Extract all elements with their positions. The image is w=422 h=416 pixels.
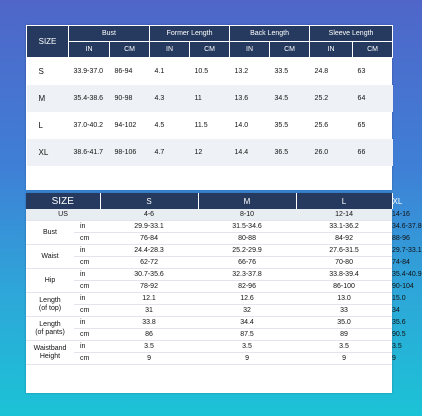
table-cell: 13.0 bbox=[296, 293, 392, 305]
table-cell: 12-14 bbox=[296, 209, 392, 221]
table-cell: 33.8-39.4 bbox=[296, 269, 392, 281]
size-s-header: S bbox=[100, 193, 198, 209]
table-cell: 66-76 bbox=[198, 257, 296, 269]
table-cell: 25.2 bbox=[310, 85, 353, 112]
table-cell: 36.5 bbox=[270, 139, 310, 166]
measurement-label-line: (of pants) bbox=[35, 328, 65, 336]
unit-label: cm bbox=[74, 329, 100, 341]
unit-header-cm: CM bbox=[353, 42, 393, 58]
table-cell: 13.2 bbox=[234, 68, 249, 75]
table-cell: 25.2-29.9 bbox=[198, 245, 296, 257]
table-cell: 65 bbox=[357, 122, 366, 129]
unit-label: cm bbox=[74, 305, 100, 317]
unit-label: cm bbox=[74, 233, 100, 245]
table-row: Length (of pants) in 33.8 34.4 35.0 35.6 bbox=[26, 317, 392, 329]
table-cell: 84-92 bbox=[296, 233, 392, 245]
table-cell: 3.5 bbox=[198, 341, 296, 353]
table-cell: 63 bbox=[357, 68, 366, 75]
table-cell: 11 bbox=[190, 85, 230, 112]
unit-header-in: IN bbox=[69, 42, 110, 58]
table-cell: 82-96 bbox=[198, 281, 296, 293]
unit-header-in: IN bbox=[310, 42, 353, 58]
table-cell: 86-94 bbox=[114, 68, 133, 75]
table-cell: 33.5 bbox=[274, 68, 289, 75]
table-cell: 32.3-37.8 bbox=[198, 269, 296, 281]
table-cell: 13.6 bbox=[230, 85, 270, 112]
unit-header-in: IN bbox=[150, 42, 190, 58]
table-cell: 4.3 bbox=[150, 85, 190, 112]
size-header: SIZE bbox=[27, 26, 69, 58]
table-row bbox=[27, 112, 393, 139]
table-row bbox=[27, 58, 393, 86]
size-table-bottom-body bbox=[26, 209, 422, 365]
us-row: US 4-6 8-10 12-14 14-16 bbox=[26, 209, 392, 221]
table-row: cm 78-92 82-96 86-100 90-104 bbox=[26, 281, 392, 293]
table-cell: 89 bbox=[296, 329, 392, 341]
size-label: M bbox=[27, 85, 69, 112]
size-chart-bottom bbox=[26, 193, 422, 393]
unit-label: in bbox=[74, 269, 100, 281]
table-cell: 70-80 bbox=[296, 257, 392, 269]
table-cell: 4-6 bbox=[100, 209, 198, 221]
table-cell: 12.6 bbox=[198, 293, 296, 305]
size-label: XL bbox=[27, 139, 69, 166]
table-cell: 35.4-38.6 bbox=[69, 85, 110, 112]
table-cell: 4.1 bbox=[154, 68, 165, 75]
size-table-bottom: SIZE S M L XL US 4-6 8-10 12-14 14-16 Bust in 29.9-33.1 31.5-34.6 33.1-36.2 34.6-37.8 cm 76-84 80-88 84-92 88-96 Waist in 24.4-28.3 25.2-29.9 27.6-31.5 29.7-33.1 cm 62-72 66-76 70-80 74-84 Hip in 30.7-35.6 32.3-37.8 33.8-39.4 35.4-40.9 cm 78-92 82-96 86-100 90-104 Length (of top) in 12.1 12.6 13.0 15.0 cm 31 32 33 34 Length (of pants) in 33.8 34.4 35.0 35.6 cm 86 87.5 89 90.5 Waistband Height in 3.5 3.5 3.5 3.5 cm 9 9 9 9 bbox=[26, 193, 393, 365]
table-cell: 9 bbox=[296, 353, 392, 365]
table-cell: 33.1-36.2 bbox=[296, 221, 392, 233]
measurement-label-line: Waistband bbox=[33, 344, 67, 352]
size-label: L bbox=[38, 121, 43, 130]
measurement-label-line: Hip bbox=[44, 276, 56, 284]
table-cell: 33.9-37.0 bbox=[73, 68, 104, 75]
unit-label: in bbox=[74, 221, 100, 233]
table-cell: 29.9-33.1 bbox=[100, 221, 198, 233]
table-cell: 4.7 bbox=[150, 139, 190, 166]
measurement-label-line: (of top) bbox=[38, 304, 62, 312]
measurement-label bbox=[26, 245, 74, 269]
back-length-header: Back Length bbox=[230, 26, 310, 42]
table-row: Hip in 30.7-35.6 32.3-37.8 33.8-39.4 35.4-40.9 bbox=[26, 269, 392, 281]
unit-header-cm: CM bbox=[190, 42, 230, 58]
table-row: cm 76-84 80-88 84-92 88-96 bbox=[26, 233, 392, 245]
measurement-label bbox=[26, 221, 74, 245]
table-cell: 24.8 bbox=[314, 68, 329, 75]
table-cell: 34.4 bbox=[198, 317, 296, 329]
table-cell: 14.0 bbox=[234, 122, 249, 129]
table-cell: 11.5 bbox=[194, 122, 208, 129]
table-cell: 66 bbox=[353, 139, 393, 166]
table-cell: 33.8 bbox=[100, 317, 198, 329]
table-cell: 3.5 bbox=[296, 341, 392, 353]
unit-label: in bbox=[74, 341, 100, 353]
measurement-label bbox=[26, 317, 74, 341]
table-cell: 27.6-31.5 bbox=[296, 245, 392, 257]
unit-header-cm: CM bbox=[110, 42, 150, 58]
table-row: cm 62-72 66-76 70-80 74-84 bbox=[26, 257, 392, 269]
unit-label: cm bbox=[74, 353, 100, 365]
table-cell: 12 bbox=[190, 139, 230, 166]
measurement-label-line: Length bbox=[39, 320, 61, 328]
table-cell: 25.6 bbox=[314, 122, 329, 129]
size-header: SIZE bbox=[26, 193, 100, 209]
measurement-label-line: Waist bbox=[41, 252, 59, 260]
table-cell: 62-72 bbox=[100, 257, 198, 269]
unit-label: in bbox=[74, 293, 100, 305]
table-cell: 32 bbox=[198, 305, 296, 317]
table-row: cm 9 9 9 9 bbox=[26, 353, 392, 365]
unit-header-cm: CM bbox=[270, 42, 310, 58]
sleeve-length-header: Sleeve Length bbox=[310, 26, 393, 42]
table-cell: 86 bbox=[100, 329, 198, 341]
table-cell: 10.5 bbox=[194, 68, 209, 75]
table-row: cm 31 32 33 34 bbox=[26, 305, 392, 317]
unit-label: cm bbox=[74, 257, 100, 269]
table-cell: 78-92 bbox=[100, 281, 198, 293]
table-row: Length (of top) in 12.1 12.6 13.0 15.0 bbox=[26, 293, 392, 305]
table-cell: 24.4-28.3 bbox=[100, 245, 198, 257]
table-row bbox=[27, 139, 393, 166]
table-cell: 38.6-41.7 bbox=[69, 139, 110, 166]
table-cell: 37.0-40.2 bbox=[73, 122, 104, 129]
table-cell: 35.5 bbox=[274, 122, 289, 129]
measurement-label bbox=[26, 341, 74, 365]
table-cell: 26.0 bbox=[310, 139, 353, 166]
table-cell: 9 bbox=[100, 353, 198, 365]
table-cell: 34.5 bbox=[270, 85, 310, 112]
table-cell: 31 bbox=[100, 305, 198, 317]
table-cell: 87.5 bbox=[198, 329, 296, 341]
us-label: US bbox=[26, 209, 100, 221]
table-cell: 8-10 bbox=[198, 209, 296, 221]
table-cell: 4.5 bbox=[154, 122, 165, 129]
measurement-label-line: Bust bbox=[42, 228, 57, 236]
measurement-label-line: Height bbox=[39, 352, 61, 360]
size-l-header: L bbox=[296, 193, 392, 209]
table-cell: 86-100 bbox=[296, 281, 392, 293]
table-cell: 76-84 bbox=[100, 233, 198, 245]
bust-header: Bust bbox=[69, 26, 150, 42]
table-cell: 94-102 bbox=[114, 122, 137, 129]
table-row: Bust in 29.9-33.1 31.5-34.6 33.1-36.2 34.6-37.8 bbox=[26, 221, 392, 233]
size-table-top-body bbox=[27, 58, 393, 167]
measurement-label bbox=[26, 293, 74, 317]
former-length-header: Former Length bbox=[150, 26, 230, 42]
size-table-top bbox=[26, 25, 393, 166]
table-cell: 35.0 bbox=[296, 317, 392, 329]
unit-label: in bbox=[74, 245, 100, 257]
measurement-label bbox=[26, 269, 74, 293]
table-cell: 9 bbox=[198, 353, 296, 365]
table-cell: 64 bbox=[353, 85, 393, 112]
table-cell: 12.1 bbox=[100, 293, 198, 305]
unit-header-in: IN bbox=[230, 42, 270, 58]
table-row: Waist in 24.4-28.3 25.2-29.9 27.6-31.5 29.7-33.1 bbox=[26, 245, 392, 257]
table-cell: 14.4 bbox=[230, 139, 270, 166]
table-cell: 80-88 bbox=[198, 233, 296, 245]
table-cell: 98-106 bbox=[110, 139, 150, 166]
size-label: S bbox=[38, 67, 44, 76]
table-cell: 3.5 bbox=[100, 341, 198, 353]
table-cell: 31.5-34.6 bbox=[198, 221, 296, 233]
unit-label: cm bbox=[74, 281, 100, 293]
table-cell: 90-98 bbox=[110, 85, 150, 112]
table-cell: 33 bbox=[296, 305, 392, 317]
unit-label: in bbox=[74, 317, 100, 329]
table-row: Waistband Height in 3.5 3.5 3.5 3.5 bbox=[26, 341, 392, 353]
table-row: cm 86 87.5 89 90.5 bbox=[26, 329, 392, 341]
table-cell: 30.7-35.6 bbox=[100, 269, 198, 281]
table-row bbox=[27, 85, 393, 112]
measurement-label-line: Length bbox=[39, 296, 61, 304]
size-chart-top bbox=[26, 25, 392, 190]
size-m-header: M bbox=[198, 193, 296, 209]
